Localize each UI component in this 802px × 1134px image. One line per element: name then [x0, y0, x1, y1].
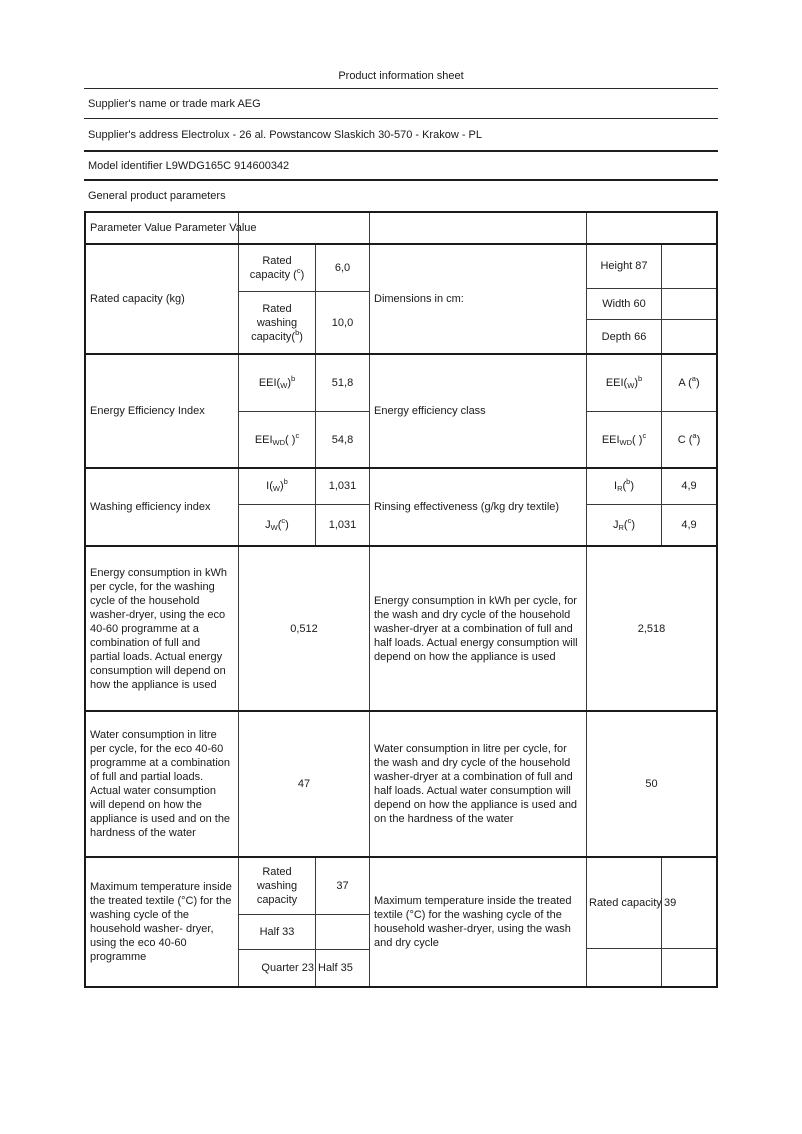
max-temp-washdry-sublabels: [586, 858, 661, 986]
dimensions-list: [586, 245, 661, 353]
model-identifier-row: Model identifier L9WDG165C 914600342: [84, 150, 718, 179]
energy-class-wd-value: C ($^a$): [662, 411, 716, 467]
energy-consumption-washdry-value: 2,518: [586, 547, 716, 710]
energy-consumption-washdry-text: Energy consumption in kWh per cycle, for the wash and dry cycle of the household washer-dryer at a combination of full and half loads. Actual energy consumption will depend on how the appliance is used: [369, 547, 586, 710]
water-consumption-wash-value: 47: [238, 712, 369, 856]
max-temp-washdry-rated-value: 39: [664, 897, 677, 909]
energy-class-eei-wd-label: $EEI_{WD}$( )$^c$: [587, 411, 661, 467]
max-temp-quarter-value: Half 35: [316, 949, 369, 986]
dimensions-empty-values: [661, 245, 716, 353]
iw-label: $I(_W)^b$: [266, 477, 288, 494]
rated-washing-capacity-b-label: Rated washing capacity($^b$): [239, 291, 315, 353]
dimension-depth-value-empty: [662, 319, 716, 353]
rated-capacity-c-label: Rated capacity ($^c$): [249, 255, 305, 281]
row-eei: [86, 353, 716, 467]
header-cell-empty-1: [238, 213, 369, 243]
supplier-address-row: Supplier's address Electrolux - 26 al. Powstancow Slaskich 30-570 - Krakow - PL: [84, 118, 718, 150]
energy-class-values: [661, 355, 716, 467]
ir-value: 4,9: [681, 480, 697, 493]
max-temp-rated-value: 37: [336, 880, 349, 893]
energy-class-sublabels: [586, 355, 661, 467]
rinsing-label: Rinsing effectiveness (g/kg dry textile): [369, 469, 586, 545]
eei-w-label: $EEI(_W)^b$: [258, 374, 296, 391]
jr-value: 4,9: [662, 504, 716, 545]
dimension-width-value-empty: [662, 288, 716, 319]
eei-label: Energy Efficiency Index: [90, 405, 205, 417]
rated-capacity-label: Rated capacity (kg): [90, 293, 185, 305]
header-cell-empty-3: [586, 213, 716, 243]
max-temp-washdry-empty-value: [662, 948, 716, 986]
parameters-table: [84, 211, 718, 988]
rinsing-sublabels: [586, 469, 661, 545]
iw-value: 1,031: [328, 480, 357, 493]
max-temp-washdry-empty-label: [587, 948, 661, 986]
row-rated-capacity: [86, 243, 716, 353]
dimension-height: Height 87: [600, 260, 648, 273]
ir-label: $I_R(^b)$: [614, 477, 634, 494]
eei-sublabels: [238, 355, 315, 467]
rated-capacity-sublabels: [238, 245, 315, 353]
washing-efficiency-label: Washing efficiency index: [90, 501, 211, 513]
rated-capacity-values: [315, 245, 369, 353]
energy-consumption-wash-text: Energy consumption in kWh per cycle, for the washing cycle of the household washer-dryer, using the eco 40-60 programme at a combination of full and partial loads. Actual energy consumption will depend on how the appliance is used: [90, 566, 227, 691]
energy-class-label: Energy efficiency class: [369, 355, 586, 467]
max-temp-wash-text: Maximum temperature inside the treated textile (°C) for the washing cycle of the household washer- dryer, using the eco 40-60 programme: [90, 881, 232, 963]
header-cell-empty-2: [369, 213, 586, 243]
washing-efficiency-sublabels: [238, 469, 315, 545]
jr-label: $J_R(^c)$: [587, 504, 661, 545]
max-temp-sublabels: [238, 858, 315, 986]
row-water-consumption: [86, 710, 716, 856]
sheet-content: [84, 66, 718, 988]
section-heading: General product parameters: [84, 179, 718, 211]
rated-washing-capacity-b-value: 10,0: [316, 291, 369, 353]
table-header-text: Parameter Value Parameter Value: [90, 222, 257, 234]
water-consumption-washdry-value: 50: [586, 712, 716, 856]
table-header-row: [86, 213, 716, 243]
row-washing-efficiency: [86, 467, 716, 545]
rinsing-values: [661, 469, 716, 545]
water-consumption-washdry-text: Water consumption in litre per cycle, for the wash and dry cycle of the household washer-dryer at a combination of full and half loads. Actual water consumption will depend on how the appliance is used and on the hardness of the water: [369, 712, 586, 856]
supplier-name-row: Supplier's name or trade mark AEG: [84, 88, 718, 118]
washing-efficiency-values: [315, 469, 369, 545]
dimension-depth: Depth 66: [587, 319, 661, 353]
eei-values: [315, 355, 369, 467]
max-temp-quarter-label: Quarter 23: [239, 949, 315, 986]
water-consumption-wash-text: Water consumption in litre per cycle, for the eco 40-60 programme at a combination of full and partial loads. Actual water consumption will depend on how the appliance is used and on the hardness of the water: [90, 729, 231, 839]
dimension-width: Width 60: [587, 288, 661, 319]
max-temp-half-value: [316, 914, 369, 948]
max-temp-washdry-values: [661, 858, 716, 986]
jw-label: $J_W(^c)$: [239, 504, 315, 545]
max-temp-rated-label: Rated washing capacity: [256, 866, 298, 907]
max-temp-values: [315, 858, 369, 986]
rated-capacity-c-value: 6,0: [334, 262, 351, 274]
jw-value: 1,031: [316, 504, 369, 545]
max-temp-washdry-text: Maximum temperature inside the treated textile (°C) for the washing cycle of the household washer-dryer, using the wash and dry cycle: [369, 858, 586, 986]
dimensions-label: Dimensions in cm:: [369, 245, 586, 353]
energy-class-eei-w-label: $EEI(_W)^b$: [605, 374, 643, 391]
row-energy-consumption: [86, 545, 716, 710]
max-temp-washdry-rated-label: Rated capacity: [589, 897, 662, 909]
energy-class-w-value: A ($^a$): [678, 374, 700, 390]
dimension-height-value-empty: [662, 245, 716, 288]
eei-w-value: 51,8: [331, 377, 354, 390]
eei-wd-label: $EEI_{WD}$( )$^c$: [239, 411, 315, 467]
doc-title: Product information sheet: [338, 70, 464, 82]
row-max-temperature: [86, 856, 716, 986]
eei-wd-value: 54,8: [316, 411, 369, 467]
energy-consumption-wash-value: 0,512: [238, 547, 369, 710]
max-temp-half-label: Half 33: [239, 914, 315, 948]
